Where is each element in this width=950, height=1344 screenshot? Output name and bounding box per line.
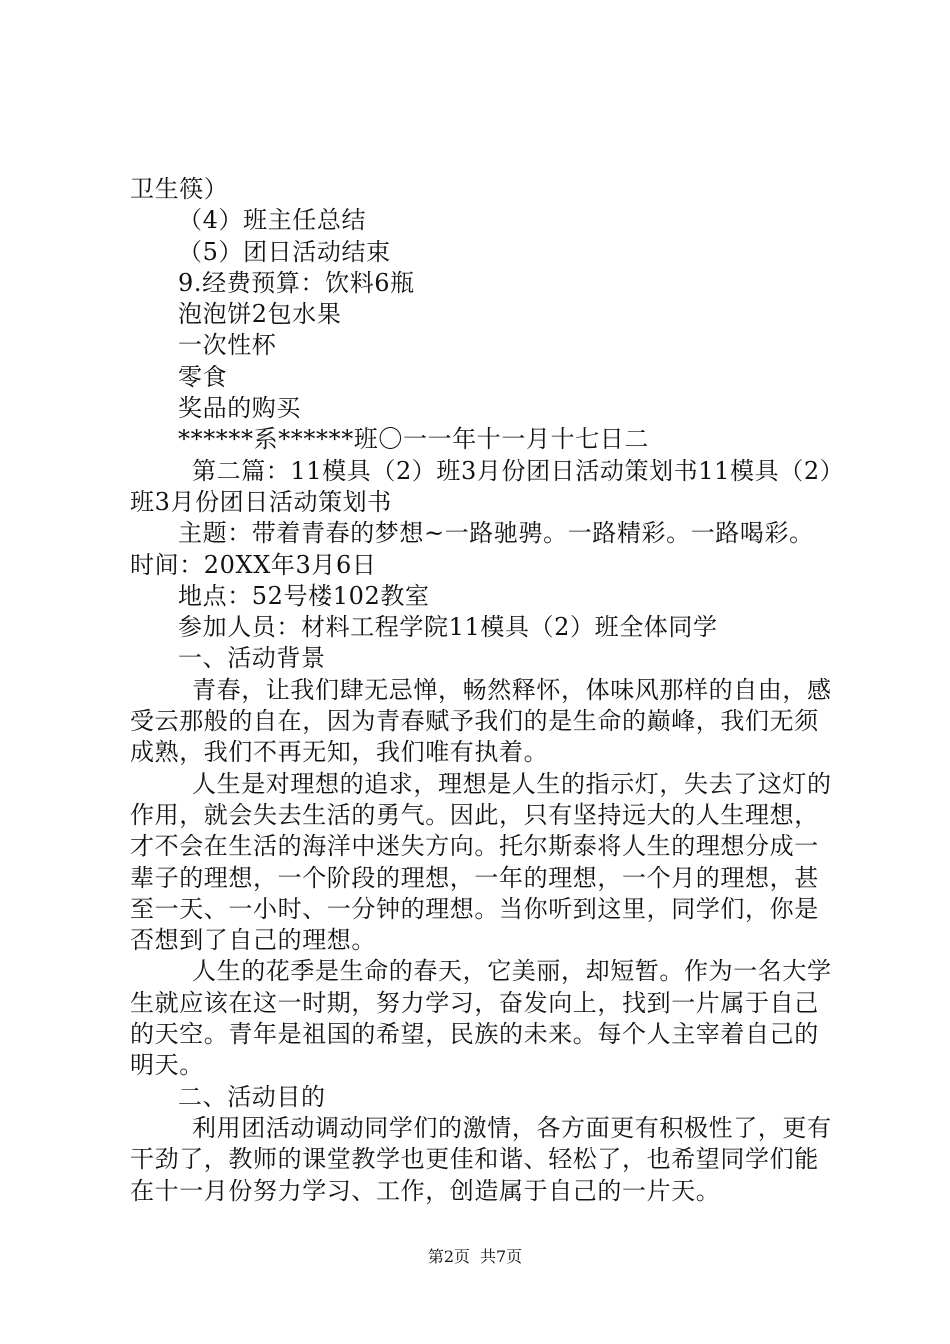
paragraph: 人生是对理想的追求，理想是人生的指示灯，失去了这灯的作用，就会失去生活的勇气。因此，只有坚持远大的人生理想，才不会在生活的海洋中迷失方向。托尔斯泰将人生的理想分成一辈子的理想，一个阶段的理想，一年的理想，一个月的理想，甚至一天、一小时、一分钟的理想。当你听到这里，同学们，你是否想到了自己的理想。	[130, 769, 832, 955]
signature-line: ******系******班〇一一年十一月十七日二	[178, 425, 649, 454]
paragraph: 参加人员：材料工程学院11模具（2）班全体同学	[178, 613, 718, 642]
page-footer	[0, 1244, 950, 1267]
paragraph: 奖品的购买	[178, 394, 301, 423]
paragraph: （4）班主任总结	[178, 206, 367, 235]
paragraph: 一次性杯	[178, 331, 277, 360]
paragraph: （5）团日活动结束	[178, 237, 391, 266]
section-heading: 第二篇：11模具（2）班3月份团日活动策划书11模具（2）班3月份团日活动策划书	[130, 456, 833, 516]
page-number: 第2页	[427, 1247, 470, 1266]
document-body	[130, 174, 835, 1207]
paragraph: 人生的花季是生命的春天，它美丽，却短暂。作为一名大学生就应该在这一时期，努力学习，奋发向上，找到一片属于自己的天空。青年是祖国的希望，民族的未来。每个人主宰着自己的明天。	[130, 957, 832, 1080]
paragraph: 零食	[178, 362, 228, 391]
paragraph: 泡泡饼2包水果	[178, 300, 342, 329]
paragraph: 利用团活动调动同学们的激情，各方面更有积极性了，更有干劲了，教师的课堂教学也更佳和谐、轻松了，也希望同学们能在十一月份努力学习、工作，创造属于自己的一片天。	[130, 1113, 832, 1205]
paragraph: 卫生筷）	[130, 175, 229, 203]
section-heading: 二、活动目的	[178, 1082, 326, 1111]
paragraph: 9.经费预算：饮料6瓶	[178, 268, 415, 297]
section-heading: 一、活动背景	[178, 644, 326, 673]
paragraph: 地点：52号楼102教室	[178, 581, 430, 610]
paragraph: 青春，让我们肆无忌惮，畅然释怀，体味风那样的自由，感受云那般的自在，因为青春赋予我们的是生命的巅峰，我们无须成熟，我们不再无知，我们唯有执着。	[130, 675, 832, 767]
paragraph: 主题：带着青春的梦想~一路驰骋。一路精彩。一路喝彩。时间：20XX年3月6日	[130, 519, 814, 579]
page-total: 共7页	[480, 1247, 523, 1266]
